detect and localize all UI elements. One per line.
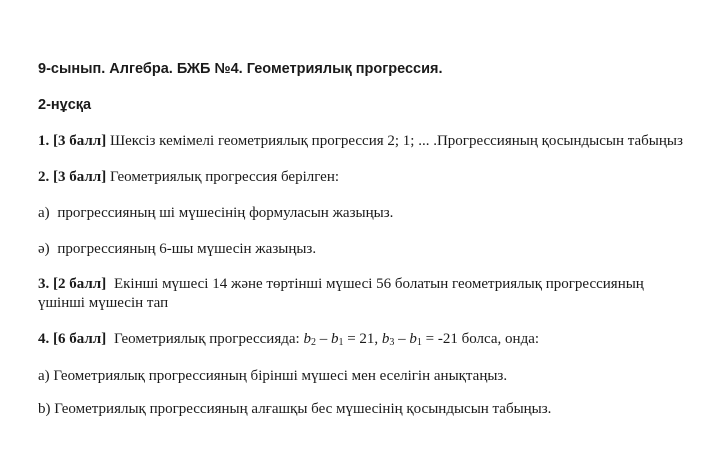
task-1-text: Шексіз кемімелі геометриялық прогрессия 2; 1; ... .Прогрессияның қосындысын табыңыз: [109, 133, 683, 149]
task-4-text-after: болса, онда:: [461, 331, 540, 347]
task-2-text: Геометриялық прогрессия берілген:: [109, 169, 340, 185]
part-text: прогрессияның 6-шы мүшесін жазыңыз.: [57, 241, 317, 257]
task-3-continued: үшінші мүшесін тап: [38, 295, 169, 311]
part-label: а): [38, 205, 50, 221]
part-text: Геометриялық прогрессияның алғашқы бес мүшесінің қосындысын табыңыз.: [54, 401, 552, 417]
page-title: 9-сынып. Алгебра. БЖБ №4. Геометриялық прогрессия.: [38, 61, 443, 77]
task-4-number: 4. [6 балл]: [38, 331, 107, 347]
task-1: [38, 132, 683, 150]
task-3: [38, 275, 644, 293]
variant-label: 2-нұсқа: [38, 97, 92, 113]
task-4-formula: $b_2 - b_1 = 21$, $b_3 - b_1 = -21$: [303, 331, 458, 348]
part-text: Геометриялық прогрессияның бірінші мүшесі мен еселігін анықтаңыз.: [53, 368, 508, 384]
task-3-number: 3. [2 балл]: [38, 276, 107, 292]
task-2-part-a: [38, 204, 393, 222]
part-label: ә): [38, 241, 50, 257]
part-label: а): [38, 368, 50, 384]
task-4-part-b: [38, 400, 551, 418]
task-4-text-before: Геометриялық прогрессияда:: [113, 331, 300, 347]
task-4: [38, 330, 539, 348]
part-label: b): [38, 401, 51, 417]
task-4-part-a: [38, 367, 507, 385]
task-3-text: Екінші мүшесі 14 және төртінші мүшесі 56 болатын геометриялық прогрессияның: [113, 276, 644, 292]
part-text: прогрессияның ші мүшесінің формуласын жазыңыз.: [57, 205, 394, 221]
task-2-part-b: [38, 240, 316, 258]
task-1-number: 1. [3 балл]: [38, 133, 107, 149]
task-2-number: 2. [3 балл]: [38, 169, 107, 185]
task-2: [38, 168, 339, 186]
